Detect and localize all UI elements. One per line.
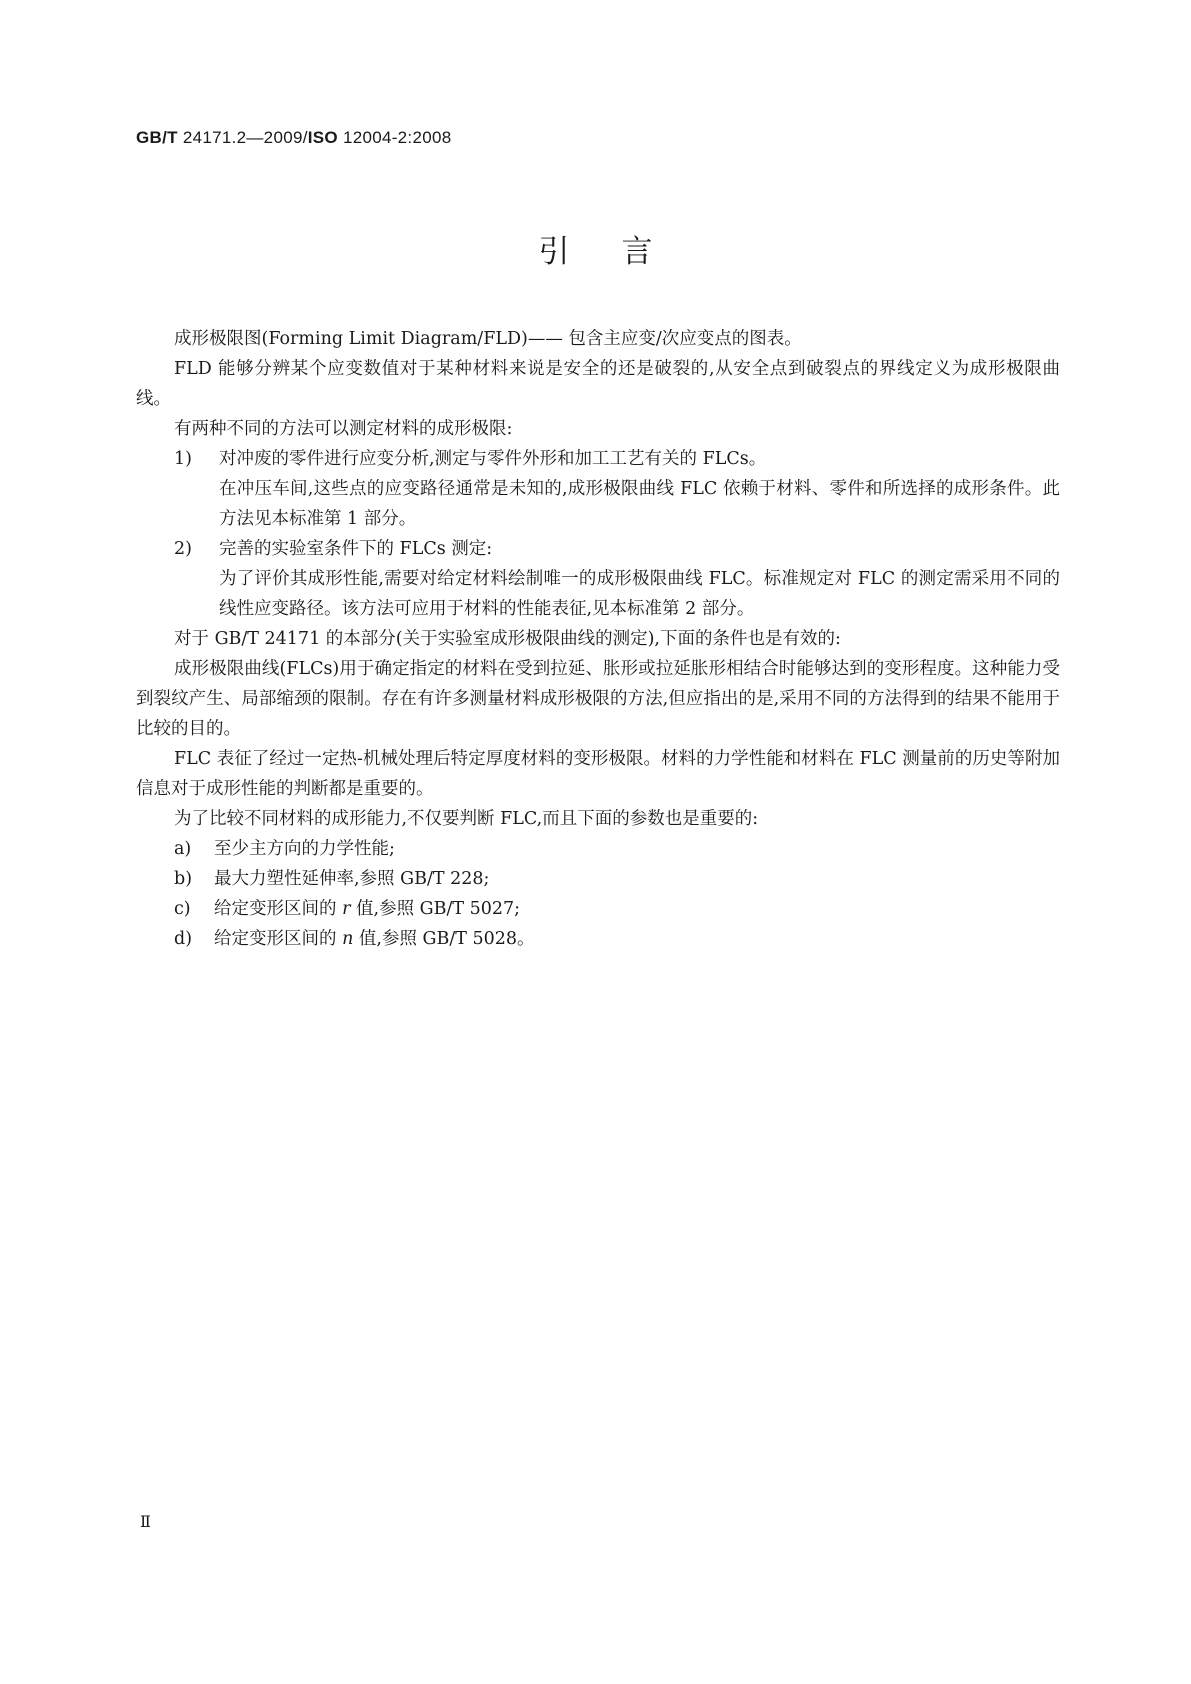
- method-2-detail: 为了评价其成形性能,需要对给定材料绘制唯一的成形极限曲线 FLC。标准规定对 FLC 的测定需采用不同的线性应变路径。该方法可应用于材料的性能表征,见本标准第 2 部分。: [219, 569, 1060, 619]
- list-marker: a): [174, 839, 192, 859]
- std-prefix: GB/T: [136, 128, 178, 147]
- list-item-text: 完善的实验室条件下的 FLCs 测定:: [219, 539, 493, 559]
- list-item-text: 给定变形区间的: [214, 899, 343, 919]
- paragraph-conditions: 对于 GB/T 24171 的本部分(关于实验室成形极限曲线的测定),下面的条件也是有效的:: [174, 629, 841, 649]
- std-number: 24171.2—2009/: [177, 128, 308, 147]
- paragraph-flc-characterization: FLC 表征了经过一定热-机械处理后特定厚度材料的变形极限。材料的力学性能和材料在 FLC 测量前的历史等附加信息对于成形性能的判断都是重要的。: [136, 749, 1060, 799]
- iso-prefix: ISO: [307, 128, 338, 147]
- list-item-param-b: [136, 864, 1060, 894]
- list-item-text: 对冲废的零件进行应变分析,测定与零件外形和加工工艺有关的 FLCs。: [219, 449, 767, 469]
- paragraph-fld-definition: 成形极限图(Forming Limit Diagram/FLD)—— 包含主应变/次应变点的图表。: [174, 329, 802, 349]
- list-item-text-end: 值,参照 GB/T 5027;: [350, 899, 521, 919]
- paragraph-methods-intro: 有两种不同的方法可以测定材料的成形极限:: [174, 419, 513, 439]
- variable-r: r: [342, 899, 351, 919]
- list-item-text-end: 值,参照 GB/T 5028。: [353, 929, 535, 949]
- list-marker: 1): [174, 449, 192, 469]
- document-header: [136, 128, 451, 148]
- list-item-text: 至少主方向的力学性能;: [214, 839, 395, 859]
- list-item-method-2: [136, 534, 1060, 564]
- page-title: 引言: [538, 234, 705, 270]
- list-item-param-a: [136, 834, 1060, 864]
- list-marker: c): [174, 899, 191, 919]
- paragraph-compare-intro: 为了比较不同材料的成形能力,不仅要判断 FLC,而且下面的参数也是重要的:: [174, 809, 759, 829]
- document-body: [136, 324, 1060, 954]
- paragraph-flc-definition: FLD 能够分辨某个应变数值对于某种材料来说是安全的还是破裂的,从安全点到破裂点的界线定义为成形极限曲线。: [136, 359, 1060, 409]
- method-1-detail: 在冲压车间,这些点的应变路径通常是未知的,成形极限曲线 FLC 依赖于材料、零件和所选择的成形条件。此方法见本标准第 1 部分。: [219, 479, 1060, 529]
- list-marker: b): [174, 869, 193, 889]
- page-number: Ⅱ: [140, 1514, 151, 1531]
- list-item-method-1: [136, 444, 1060, 474]
- list-item-text: 最大力塑性延伸率,参照 GB/T 228;: [214, 869, 490, 889]
- list-marker: d): [174, 929, 193, 949]
- iso-number: 12004-2:2008: [337, 128, 452, 147]
- list-item-text: 给定变形区间的: [214, 929, 343, 949]
- paragraph-flc-usage: 成形极限曲线(FLCs)用于确定指定的材料在受到拉延、胀形或拉延胀形相结合时能够达到的变形程度。这种能力受到裂纹产生、局部缩颈的限制。存在有许多测量材料成形极限的方法,但应指出的是,采用不同的方法得到的结果不能用于比较的目的。: [136, 659, 1060, 739]
- list-item-param-c: [136, 894, 1060, 924]
- list-item-param-d: [136, 924, 1060, 954]
- variable-n: n: [342, 929, 354, 949]
- list-marker: 2): [174, 539, 192, 559]
